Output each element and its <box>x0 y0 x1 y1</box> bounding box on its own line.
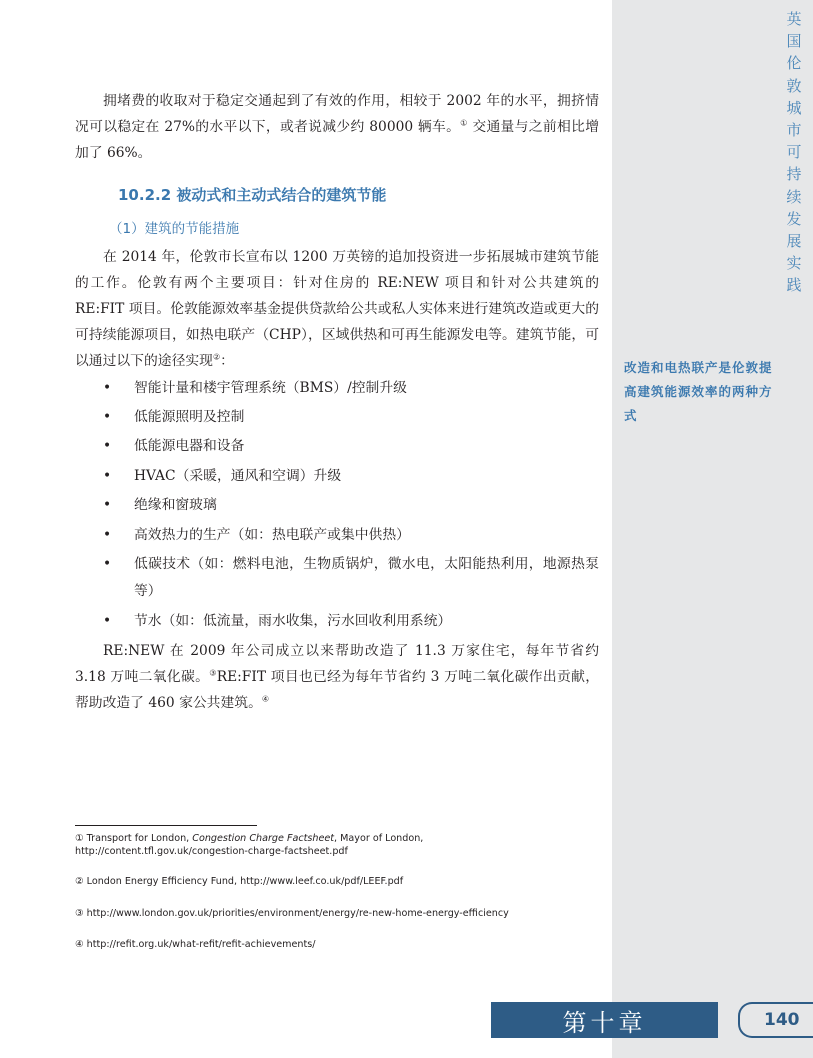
list-item <box>75 492 599 518</box>
footnote-ref-4[interactable]: ④ <box>261 694 270 704</box>
bullet-dot: • <box>103 379 112 396</box>
vertical-title-char: 发 <box>786 209 802 228</box>
page-number: 140 <box>764 1010 800 1030</box>
footnote-4[interactable]: ④ http://refit.org.uk/what-refit/refit-achievements/ <box>75 939 316 950</box>
list-item-text: 低碳技术（如：燃料电池，生物质锅炉，微水电，太阳能热利用，地源热泵等） <box>134 555 599 599</box>
paragraph-renew-refit: RE:NEW 在 2009 年公司成立以来帮助改造了 11.3 万家住宅，每年节省约 3.18 万吨二氧化碳。③RE:FIT 项目也已经为每年节省约 3 万吨二氧化碳作出贡献，帮助改造了 460 家公共建筑。④ <box>75 642 599 711</box>
chapter-tab <box>491 1002 718 1038</box>
list-item-text: 绝缘和窗玻璃 <box>134 497 217 514</box>
list-item <box>75 433 599 459</box>
section-heading: 10.2.2 被动式和主动式结合的建筑节能 <box>118 185 387 204</box>
footnote-1-link[interactable]: http://content.tfl.gov.uk/congestion-charge-factsheet.pdf <box>75 846 348 857</box>
bullet-dot: • <box>103 467 112 484</box>
list-item <box>75 375 599 401</box>
list-item-text: HVAC（采暖，通风和空调）升级 <box>134 467 342 484</box>
bullet-dot: • <box>103 438 112 455</box>
bullet-dot: • <box>103 555 112 572</box>
footnote-ref-2[interactable]: ② <box>212 352 221 362</box>
main-text <box>75 88 599 716</box>
vertical-title-char: 践 <box>786 276 802 295</box>
vertical-title-char: 实 <box>786 254 802 273</box>
chapter-label: 第十章 <box>562 1008 647 1037</box>
list-item-text: 智能计量和楼宇管理系统（BMS）/控制升级 <box>134 379 407 396</box>
vertical-title-char: 续 <box>786 187 802 206</box>
bullet-dot: • <box>103 409 112 426</box>
list-item <box>75 608 599 634</box>
bullet-dot: • <box>103 526 112 543</box>
footnote-3[interactable]: ③ http://www.london.gov.uk/priorities/environment/energy/re-new-home-energy-efficiency <box>75 908 509 919</box>
footnote-divider <box>75 825 257 826</box>
measures-list <box>75 375 599 635</box>
vertical-title-char: 持 <box>786 165 802 184</box>
bullet-dot: • <box>103 613 112 630</box>
footnote-1: ① Transport for London, Congestion Charge Factsheet, Mayor of London, http://content.tfl.gov.uk/congestion-charge-factsheet.pdf <box>75 833 424 857</box>
paragraph-building-efficiency: 在 2014 年，伦敦市长宣布以 1200 万英镑的追加投资进一步拓展城市建筑节能的工作。伦敦有两个主要项目：针对住房的 RE:NEW 项目和针对公共建筑的 RE:FIT 项目。伦敦能源效率基金提供贷款给公共或私人实体来进行建筑改造或更大的可持续能源项目，如热电联产（CHP），区域供热和可再生能源发电等。建筑节能，可以通过以下的途径实现②： <box>75 248 599 370</box>
footnote-ref-3[interactable]: ③ <box>209 668 217 678</box>
list-item-text: 低能源照明及控制 <box>134 409 245 426</box>
vertical-title-char: 城 <box>786 98 802 117</box>
footnote-2[interactable]: ② London Energy Efficiency Fund, http://www.leef.co.uk/pdf/LEEF.pdf <box>75 876 404 887</box>
vertical-title-char: 伦 <box>786 54 802 73</box>
list-item-text: 节水（如：低流量，雨水收集，污水回收利用系统） <box>134 613 452 630</box>
list-item <box>75 522 599 548</box>
vertical-title-char: 敦 <box>786 76 802 95</box>
list-item-text: 低能源电器和设备 <box>134 438 245 455</box>
list-item <box>75 551 599 605</box>
page-number-box <box>738 1002 813 1038</box>
subsection-heading: （1）建筑的节能措施 <box>109 220 240 237</box>
list-item <box>75 404 599 430</box>
footnote-ref-1[interactable]: ① <box>460 118 468 128</box>
vertical-title-char: 国 <box>786 32 802 51</box>
list-item-text: 高效热力的生产（如：热电联产或集中供热） <box>134 526 410 543</box>
vertical-title-char: 展 <box>786 232 802 251</box>
vertical-book-title <box>782 8 806 297</box>
list-item <box>75 463 599 489</box>
paragraph-congestion: 拥堵费的收取对于稳定交通起到了有效的作用，相较于 2002 年的水平，拥挤情况可以稳定在 27%的水平以下，或者说减少约 80000 辆车。① 交通量与之前相比增加了 66%。 <box>75 93 599 162</box>
vertical-title-char: 可 <box>786 143 802 162</box>
vertical-title-char: 市 <box>786 121 802 140</box>
vertical-title-char: 英 <box>786 10 802 28</box>
bullet-dot: • <box>103 497 112 514</box>
sidenote: 改造和电热联产是伦敦提高建筑能源效率的两种方式 <box>624 360 773 423</box>
